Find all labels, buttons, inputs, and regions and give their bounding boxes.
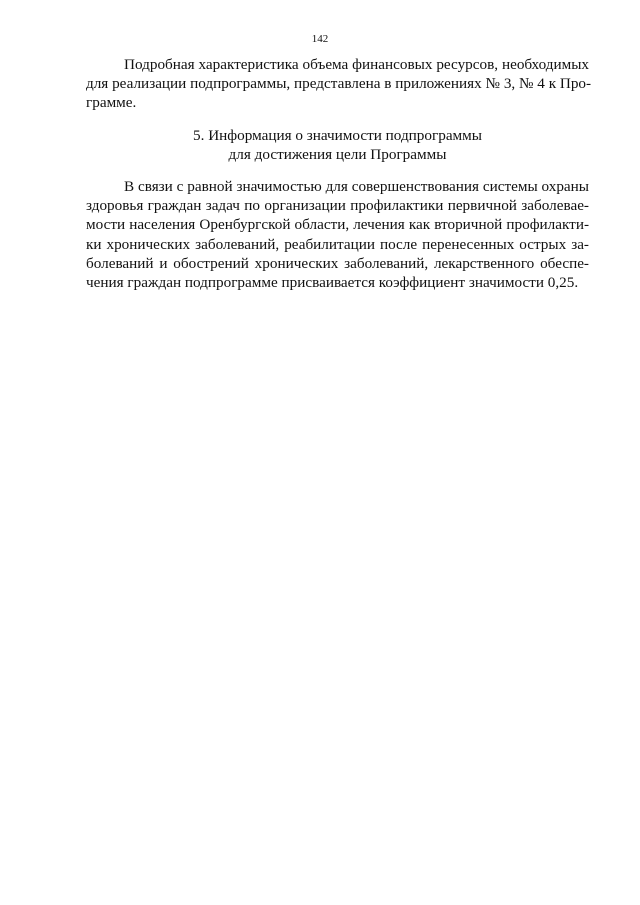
paragraph-line: Подробная характеристика объема финансовых ресурсов, необходимых <box>124 56 589 73</box>
section-heading-line: для достижения цели Программы <box>228 145 447 163</box>
paragraph-line: здоровья граждан задач по организации профилактики первичной заболевае- <box>86 197 589 215</box>
page-number: 142 <box>311 33 329 45</box>
section-heading-line: 5. Информация о значимости подпрограммы <box>193 126 482 144</box>
paragraph-line: мости населения Оренбургской области, лечения как вторичной профилакти- <box>86 216 589 234</box>
paragraph-line: В связи с равной значимостью для совершенствования системы охраны <box>124 178 589 196</box>
paragraph-financial-resources <box>86 55 592 113</box>
paragraph-line: ки хронических заболеваний, реабилитации после перенесенных острых за- <box>86 235 589 253</box>
section-heading <box>86 126 589 164</box>
paragraph-line: для реализации подпрограммы, представлена в приложениях № 3, № 4 к Про- <box>86 75 592 93</box>
paragraph-line: чения граждан подпрограмме присваивается коэффициент значимости 0,25. <box>86 274 579 292</box>
paragraph-line: болеваний и обострений хронических заболеваний, лекарственного обеспе- <box>86 254 589 272</box>
paragraph-significance <box>86 177 589 292</box>
paragraph-line: грамме. <box>86 94 137 112</box>
document-body <box>86 55 592 292</box>
